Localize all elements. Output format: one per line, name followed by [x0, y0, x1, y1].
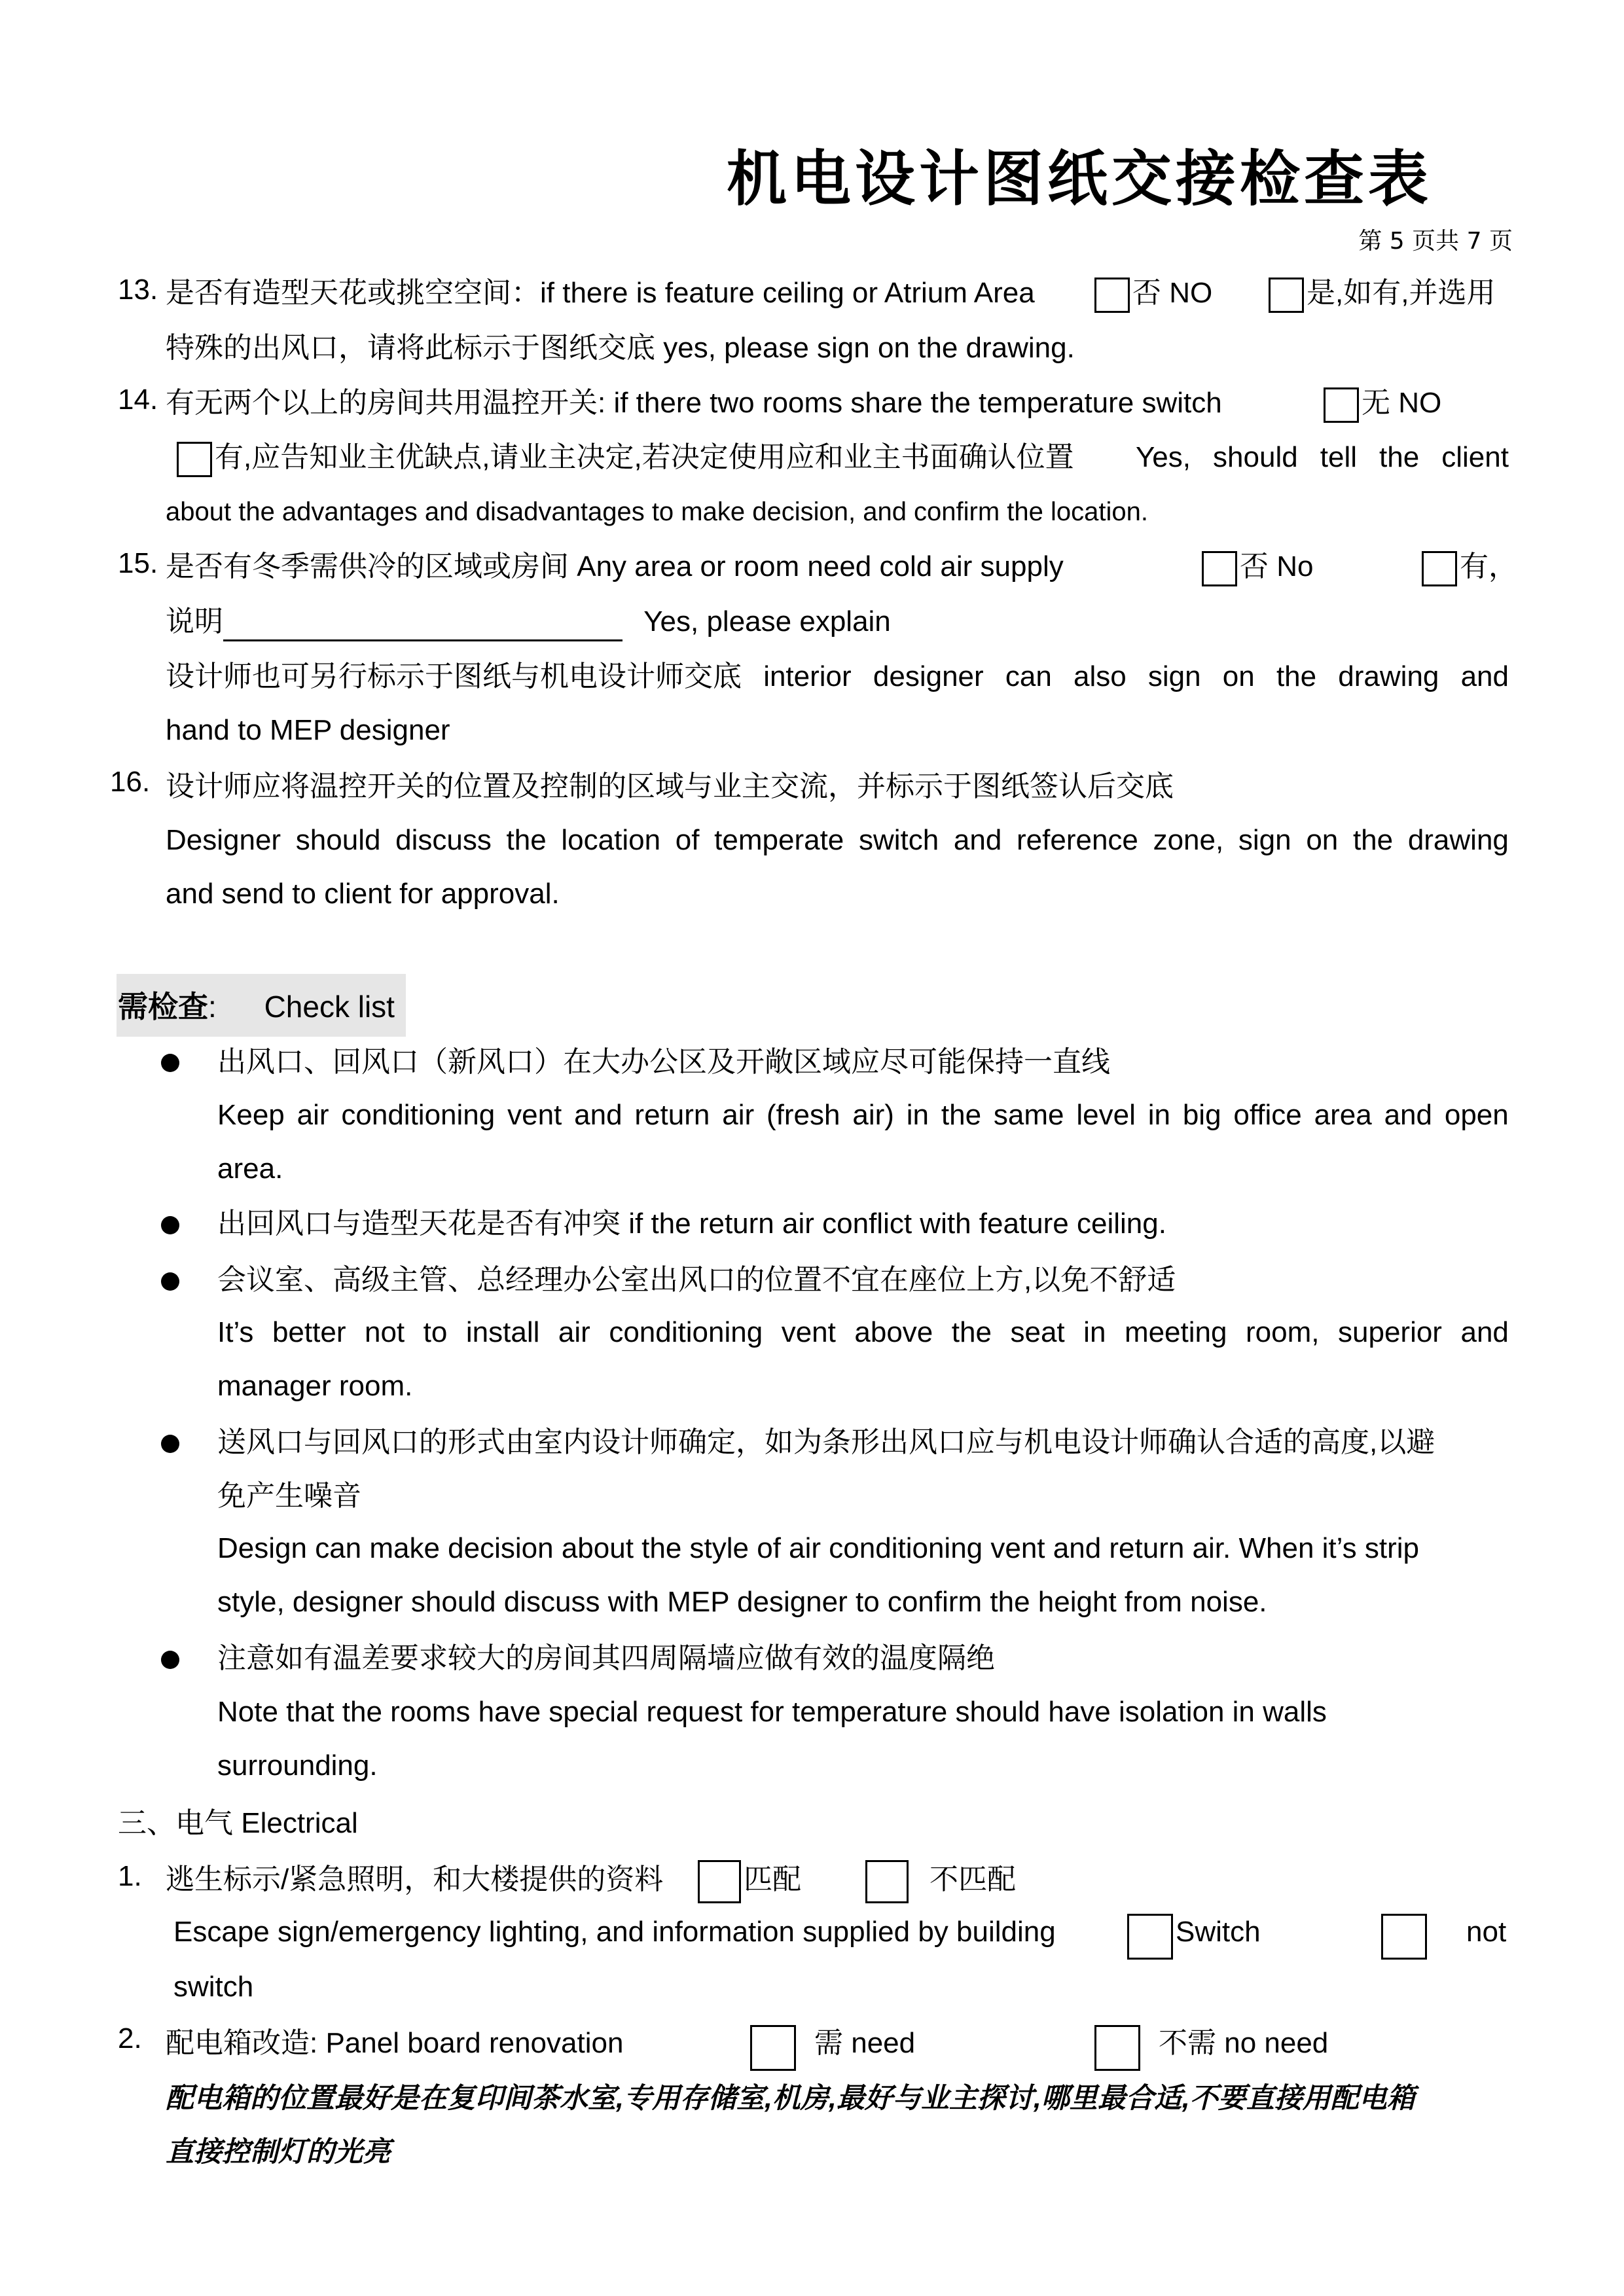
page-number [1358, 223, 1513, 256]
page-total: 7 [1466, 228, 1482, 255]
bullet-5 [161, 1651, 179, 1669]
item-15-number: 15. [118, 547, 158, 579]
word: should [295, 824, 381, 856]
word: return [634, 1099, 710, 1131]
word: sign [1238, 824, 1291, 856]
item-13-instruction: 特殊的出风口，请将此标示于图纸交底 yes, please sign on the drawing. [166, 332, 1075, 364]
explain-english: Yes, please explain [643, 605, 891, 637]
electrical-1-english: Escape sign/emergency lighting, and information supplied by building [173, 1916, 1056, 1948]
electrical-1-question: 逃生标示/紧急照明，和大楼提供的资料 [166, 1863, 664, 1895]
item-15-yes-label: 有， [1460, 550, 1517, 583]
item-16-en-end: and send to client for approval. [166, 878, 560, 910]
item-15-question: 是否有冬季需供冷的区域或房间 Any area or room need cold air supply [166, 550, 1064, 583]
bullet-3 [161, 1272, 179, 1291]
word: not [364, 1316, 405, 1348]
checklist-5-en: Note that the rooms have special request for temperature should have isolation in walls [217, 1696, 1327, 1728]
checklist-heading-cn: 需检查 [118, 990, 208, 1024]
word: and [1460, 1316, 1509, 1348]
word: It’s [217, 1316, 254, 1348]
electrical-heading: 三、电气 Electrical [118, 1807, 358, 1839]
page-suffix: 页 [1489, 228, 1513, 255]
word: discuss [395, 824, 492, 856]
word: in [1147, 1099, 1170, 1131]
item-14-question: 有无两个以上的房间共用温控开关: if there two rooms share the temperature switch [166, 387, 1222, 419]
item-14-number: 14. [118, 384, 158, 416]
electrical-1-not-label: not [1466, 1916, 1507, 1948]
word: Designer [166, 824, 281, 856]
word: above [854, 1316, 933, 1348]
word: sign [1147, 660, 1201, 692]
word: and [574, 1099, 623, 1131]
checklist-3-cn: 会议室、高级主管、总经理办公室出风口的位置不宜在座位上方,以免不舒适 [217, 1264, 1176, 1296]
item-15-no-checkbox[interactable] [1202, 551, 1237, 586]
item-13-yes-label: 是,如有,并选用 [1307, 277, 1496, 309]
electrical-2-note-end: 直接控制灯的光亮 [166, 2136, 391, 2168]
item-15-designer-note [166, 657, 1509, 696]
item-15-explain-row [166, 602, 891, 641]
word: air) [852, 1099, 894, 1131]
page-title: 机电设计图纸交接检查表 [727, 144, 1433, 214]
word: air [558, 1316, 590, 1348]
item-14-no-checkbox[interactable] [1324, 387, 1359, 423]
word: client [1441, 441, 1509, 473]
word: the [951, 1316, 992, 1348]
word: superior [1338, 1316, 1442, 1348]
item-13-yes-checkbox[interactable] [1269, 278, 1304, 313]
word: interior [763, 660, 852, 692]
checklist-heading-sep: : [208, 990, 217, 1024]
word: in [906, 1099, 929, 1131]
word: same [993, 1099, 1064, 1131]
electrical-2-noneed-label: 不需 no need [1159, 2027, 1329, 2059]
word: the [1352, 824, 1394, 856]
word: of [675, 824, 700, 856]
electrical-1-match-checkbox[interactable] [698, 1860, 741, 1903]
word: open [1444, 1099, 1509, 1131]
checklist-3-en [217, 1313, 1509, 1352]
page-current: 5 [1389, 228, 1405, 255]
word: reference [1017, 824, 1138, 856]
electrical-2-number: 2. [118, 2022, 142, 2054]
word: air [297, 1099, 329, 1131]
electrical-2-note: 配电箱的位置最好是在复印间茶水室,专用存储室,机房,最好与业主探讨,哪里最合适,不要直接用配电箱 [166, 2083, 1415, 2114]
item-15-yes-checkbox[interactable] [1422, 551, 1457, 586]
word: (fresh [767, 1099, 840, 1131]
item-16-number: 16. [110, 766, 151, 798]
checklist-1-en-end: area. [217, 1153, 283, 1185]
item-14-no-label: 无 NO [1362, 387, 1442, 419]
checklist-3-en-end: manager room. [217, 1370, 413, 1402]
word: conditioning [341, 1099, 496, 1131]
word: office [1233, 1099, 1302, 1131]
word: meeting [1124, 1316, 1227, 1348]
checklist-heading [118, 987, 395, 1026]
item-15-no-label: 否 No [1240, 550, 1314, 583]
word: and [1460, 660, 1509, 692]
electrical-2-need-label: 需 need [814, 2027, 916, 2059]
checklist-4-cn: 送风口与回风口的形式由室内设计师确定，如为条形出风口应与机电设计师确认合适的高度,以避 [217, 1426, 1435, 1458]
word: the [506, 824, 547, 856]
word: should [1213, 441, 1298, 473]
word: the [941, 1099, 982, 1131]
electrical-2-noneed-checkbox[interactable] [1094, 2025, 1140, 2071]
checklist-4-en-end: style, designer should discuss with MEP designer to confirm the height from noise. [217, 1586, 1267, 1618]
bullet-2 [161, 1216, 179, 1234]
bullet-1 [161, 1054, 179, 1072]
checklist-1-en [217, 1096, 1509, 1135]
electrical-2-need-checkbox[interactable] [750, 2025, 796, 2071]
item-14-explanation: about the advantages and disadvantages to make decision, and confirm the location. [166, 497, 1148, 526]
item-16-cn: 设计师应将温控开关的位置及控制的区域与业主交流，并标示于图纸签认后交底 [166, 770, 1174, 802]
electrical-1-notswitch-checkbox[interactable] [1381, 1914, 1427, 1960]
checklist-2: 出回风口与造型天花是否有冲突 if the return air conflict with feature ceiling. [217, 1208, 1166, 1240]
word: the [1379, 441, 1420, 473]
word: in [1083, 1316, 1106, 1348]
electrical-1-match-label: 匹配 [744, 1863, 801, 1895]
electrical-1-switch-checkbox[interactable] [1127, 1914, 1173, 1960]
item-15-designer-note-end: hand to MEP designer [166, 714, 450, 746]
word: conditioning [609, 1316, 763, 1348]
word: can [1005, 660, 1052, 692]
word: drawing [1338, 660, 1439, 692]
explain-input[interactable] [223, 608, 623, 641]
electrical-2-question: 配电箱改造: Panel board renovation [166, 2027, 624, 2059]
word: level [1076, 1099, 1136, 1131]
explain-label: 说明 [166, 605, 223, 637]
word: big [1182, 1099, 1221, 1131]
word: install [465, 1316, 540, 1348]
electrical-1-switch-label: Switch [1176, 1916, 1261, 1948]
word: also [1073, 660, 1127, 692]
word: and [1384, 1099, 1432, 1131]
word: temperate [714, 824, 844, 856]
word: vent [781, 1316, 836, 1348]
checklist-4-cn-end: 免产生噪音 [217, 1480, 361, 1512]
page-prefix: 第 [1358, 228, 1382, 255]
word: and [953, 824, 1002, 856]
word: area [1314, 1099, 1372, 1131]
page-mid: 页共 [1412, 228, 1460, 255]
item-14-yes-checkbox[interactable] [177, 442, 212, 477]
item-16-en [166, 821, 1509, 860]
checklist-4-en: Design can make decision about the style of air conditioning vent and return air. When it’s strip [217, 1532, 1419, 1564]
word: designer [873, 660, 984, 692]
word: vent [507, 1099, 562, 1131]
word: Yes, [1136, 441, 1191, 473]
item-13-no-checkbox[interactable] [1094, 278, 1130, 313]
word: air [722, 1099, 755, 1131]
electrical-1-nomatch-checkbox[interactable] [865, 1860, 909, 1903]
item-13-number: 13. [118, 274, 158, 306]
word: Keep [217, 1099, 285, 1131]
checklist-heading-en: Check list [264, 990, 395, 1024]
item-14-yes-label: 有,应告知业主优缺点,请业主决定,若决定使用应和业主书面确认位置 [215, 441, 1074, 473]
word: seat [1010, 1316, 1065, 1348]
item-14-yes-english [1136, 438, 1509, 477]
checklist-1-cn: 出风口、回风口（新风口）在大办公区及开敞区域应尽可能保持一直线 [217, 1046, 1110, 1078]
checklist-5-cn: 注意如有温差要求较大的房间其四周隔墙应做有效的温度隔绝 [217, 1642, 995, 1674]
electrical-1-nomatch-label: 不匹配 [929, 1863, 1016, 1895]
word: the [1276, 660, 1317, 692]
word: better [272, 1316, 346, 1348]
word: to [423, 1316, 448, 1348]
word: room, [1246, 1316, 1320, 1348]
word: on [1222, 660, 1255, 692]
word: zone, [1153, 824, 1224, 856]
electrical-1-switch-end: switch [173, 1971, 254, 2003]
word: drawing [1407, 824, 1509, 856]
item-13-question: 是否有造型天花或挑空空间：if there is feature ceiling or Atrium Area [166, 277, 1035, 309]
item-13-no-label: 否 NO [1132, 277, 1213, 309]
word: tell [1320, 441, 1357, 473]
electrical-1-number: 1. [118, 1860, 142, 1892]
word: on [1306, 824, 1339, 856]
word: 设计师也可另行标示于图纸与机电设计师交底 [166, 660, 742, 692]
bullet-4 [161, 1435, 179, 1453]
word: location [561, 824, 661, 856]
word: switch [858, 824, 939, 856]
checklist-5-en-end: surrounding. [217, 1749, 378, 1782]
